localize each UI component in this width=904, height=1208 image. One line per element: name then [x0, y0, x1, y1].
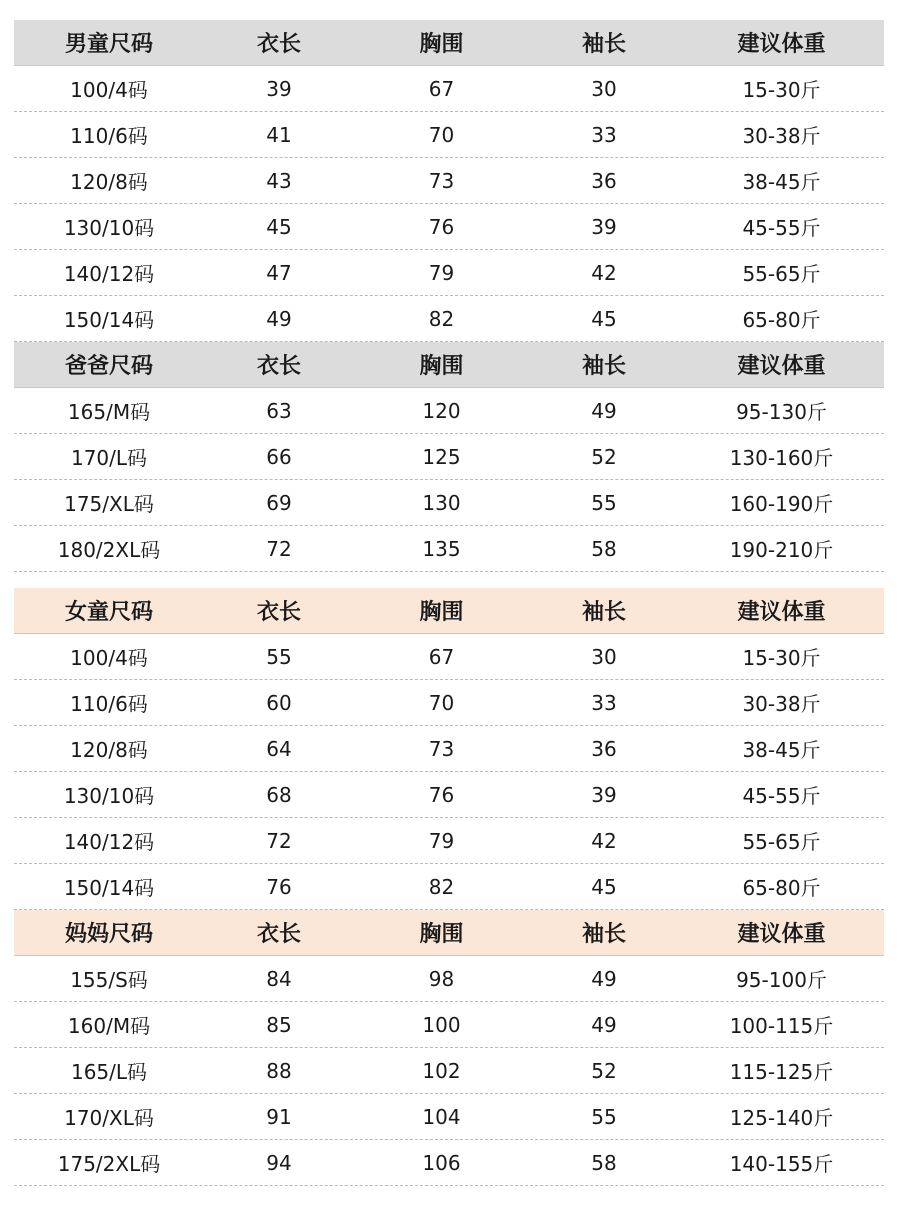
- length-cell: 64: [266, 736, 292, 761]
- table-row: [14, 204, 884, 250]
- weight-cell: 95-130斤: [736, 400, 827, 424]
- weight-cell: 45-55斤: [742, 784, 821, 808]
- chest-cell: 82: [428, 306, 455, 331]
- chest-cell: 120: [422, 398, 461, 423]
- weight-cell: 30-38斤: [742, 692, 821, 716]
- chest-cell: 102: [422, 1058, 461, 1083]
- table-row: [14, 818, 884, 864]
- size-cell: 150/14码: [63, 308, 155, 332]
- sleeve-cell: 30: [591, 76, 617, 101]
- length-cell: 47: [266, 260, 292, 285]
- sleeve-cell: 36: [591, 168, 617, 193]
- chest-cell: 67: [428, 644, 455, 669]
- table-row: [14, 250, 884, 296]
- header-weight: 建议体重: [737, 32, 826, 57]
- weight-cell: 55-65斤: [742, 830, 821, 854]
- size-cell: 170/L码: [70, 446, 148, 470]
- sleeve-cell: 49: [591, 1012, 617, 1037]
- length-cell: 39: [266, 76, 292, 101]
- table-row: [14, 1002, 884, 1048]
- mom-size-section: [14, 910, 884, 1186]
- size-cell: 140/12码: [63, 830, 155, 854]
- size-chart-table: [14, 20, 884, 1186]
- header-length: 衣长: [256, 354, 301, 379]
- size-cell: 110/6码: [70, 692, 148, 716]
- size-cell: 180/2XL码: [57, 538, 161, 562]
- length-cell: 72: [266, 536, 292, 561]
- table-row: [14, 388, 884, 434]
- sleeve-cell: 49: [591, 966, 617, 991]
- table-row: [14, 864, 884, 910]
- length-cell: 72: [266, 828, 292, 853]
- header-size: 爸爸尺码: [64, 354, 153, 379]
- header-weight: 建议体重: [737, 354, 826, 379]
- size-cell: 155/S码: [70, 968, 148, 992]
- size-cell: 110/6码: [70, 124, 148, 148]
- table-row: [14, 296, 884, 342]
- table-row: [14, 1048, 884, 1094]
- weight-cell: 130-160斤: [729, 446, 834, 470]
- chest-cell: 73: [428, 168, 455, 193]
- table-row: [14, 634, 884, 680]
- header-sleeve: 袖长: [581, 354, 626, 379]
- girls-size-section: [14, 588, 884, 910]
- size-cell: 130/10码: [63, 784, 155, 808]
- section-header-row: [14, 910, 884, 956]
- weight-cell: 55-65斤: [742, 262, 821, 286]
- size-cell: 150/14码: [63, 876, 155, 900]
- length-cell: 68: [266, 782, 292, 807]
- table-row: [14, 956, 884, 1002]
- sleeve-cell: 55: [591, 490, 617, 515]
- size-cell: 120/8码: [70, 738, 148, 762]
- length-cell: 84: [266, 966, 292, 991]
- weight-cell: 38-45斤: [742, 738, 821, 762]
- chest-cell: 73: [428, 736, 455, 761]
- sleeve-cell: 45: [591, 874, 617, 899]
- chest-cell: 76: [428, 214, 455, 239]
- chest-cell: 106: [422, 1150, 461, 1175]
- sleeve-cell: 39: [591, 782, 617, 807]
- size-cell: 130/10码: [63, 216, 155, 240]
- chest-cell: 76: [428, 782, 455, 807]
- weight-cell: 45-55斤: [742, 216, 821, 240]
- weight-cell: 15-30斤: [742, 646, 821, 670]
- chest-cell: 135: [422, 536, 461, 561]
- size-cell: 100/4码: [70, 78, 148, 102]
- length-cell: 41: [266, 122, 292, 147]
- table-row: [14, 66, 884, 112]
- table-row: [14, 526, 884, 572]
- chest-cell: 70: [428, 690, 455, 715]
- sleeve-cell: 52: [591, 444, 617, 469]
- size-cell: 175/2XL码: [57, 1152, 161, 1176]
- size-cell: 120/8码: [70, 170, 148, 194]
- sleeve-cell: 42: [591, 260, 617, 285]
- sleeve-cell: 45: [591, 306, 617, 331]
- header-length: 衣长: [256, 32, 301, 57]
- header-size: 男童尺码: [64, 32, 153, 57]
- weight-cell: 15-30斤: [742, 78, 821, 102]
- table-row: [14, 1140, 884, 1186]
- chest-cell: 79: [428, 828, 455, 853]
- weight-cell: 95-100斤: [736, 968, 827, 992]
- length-cell: 49: [266, 306, 292, 331]
- section-header-row: [14, 588, 884, 634]
- header-weight: 建议体重: [737, 600, 826, 625]
- dad-size-section: [14, 342, 884, 572]
- header-length: 衣长: [256, 922, 301, 947]
- table-row: [14, 434, 884, 480]
- weight-cell: 140-155斤: [729, 1152, 834, 1176]
- length-cell: 63: [266, 398, 292, 423]
- size-cell: 165/M码: [67, 400, 151, 424]
- chest-cell: 79: [428, 260, 455, 285]
- chest-cell: 98: [428, 966, 455, 991]
- length-cell: 69: [266, 490, 292, 515]
- section-header-row: [14, 20, 884, 66]
- size-cell: 165/L码: [70, 1060, 148, 1084]
- length-cell: 85: [266, 1012, 292, 1037]
- header-size: 妈妈尺码: [64, 922, 153, 947]
- table-row: [14, 726, 884, 772]
- length-cell: 45: [266, 214, 292, 239]
- sleeve-cell: 33: [591, 690, 617, 715]
- chest-cell: 125: [422, 444, 461, 469]
- length-cell: 60: [266, 690, 292, 715]
- sleeve-cell: 52: [591, 1058, 617, 1083]
- header-chest: 胸围: [419, 354, 464, 379]
- size-cell: 140/12码: [63, 262, 155, 286]
- header-weight: 建议体重: [737, 922, 826, 947]
- sleeve-cell: 39: [591, 214, 617, 239]
- header-length: 衣长: [256, 600, 301, 625]
- chest-cell: 82: [428, 874, 455, 899]
- weight-cell: 38-45斤: [742, 170, 821, 194]
- size-cell: 100/4码: [70, 646, 148, 670]
- section-header-row: [14, 342, 884, 388]
- header-chest: 胸围: [419, 600, 464, 625]
- header-sleeve: 袖长: [581, 600, 626, 625]
- boys-size-section: [14, 20, 884, 342]
- chest-cell: 100: [422, 1012, 461, 1037]
- length-cell: 55: [266, 644, 292, 669]
- length-cell: 88: [266, 1058, 292, 1083]
- sleeve-cell: 58: [591, 536, 617, 561]
- weight-cell: 115-125斤: [729, 1060, 834, 1084]
- chest-cell: 70: [428, 122, 455, 147]
- header-sleeve: 袖长: [581, 922, 626, 947]
- chest-cell: 130: [422, 490, 461, 515]
- weight-cell: 65-80斤: [742, 308, 821, 332]
- header-sleeve: 袖长: [581, 32, 626, 57]
- sleeve-cell: 49: [591, 398, 617, 423]
- sleeve-cell: 36: [591, 736, 617, 761]
- sleeve-cell: 55: [591, 1104, 617, 1129]
- sleeve-cell: 30: [591, 644, 617, 669]
- length-cell: 76: [266, 874, 292, 899]
- table-row: [14, 680, 884, 726]
- table-row: [14, 1094, 884, 1140]
- sleeve-cell: 58: [591, 1150, 617, 1175]
- chest-cell: 104: [422, 1104, 461, 1129]
- header-chest: 胸围: [419, 32, 464, 57]
- sleeve-cell: 33: [591, 122, 617, 147]
- table-row: [14, 772, 884, 818]
- size-cell: 175/XL码: [64, 492, 154, 516]
- header-chest: 胸围: [419, 922, 464, 947]
- weight-cell: 100-115斤: [729, 1014, 834, 1038]
- table-row: [14, 112, 884, 158]
- table-row: [14, 158, 884, 204]
- weight-cell: 160-190斤: [729, 492, 834, 516]
- length-cell: 66: [266, 444, 292, 469]
- header-size: 女童尺码: [64, 600, 153, 625]
- weight-cell: 65-80斤: [742, 876, 821, 900]
- length-cell: 43: [266, 168, 292, 193]
- weight-cell: 30-38斤: [742, 124, 821, 148]
- length-cell: 91: [266, 1104, 292, 1129]
- size-cell: 170/XL码: [64, 1106, 154, 1130]
- weight-cell: 125-140斤: [729, 1106, 834, 1130]
- size-cell: 160/M码: [67, 1014, 151, 1038]
- sleeve-cell: 42: [591, 828, 617, 853]
- table-row: [14, 480, 884, 526]
- weight-cell: 190-210斤: [729, 538, 834, 562]
- length-cell: 94: [266, 1150, 292, 1175]
- section-spacer: [14, 572, 884, 588]
- chest-cell: 67: [428, 76, 455, 101]
